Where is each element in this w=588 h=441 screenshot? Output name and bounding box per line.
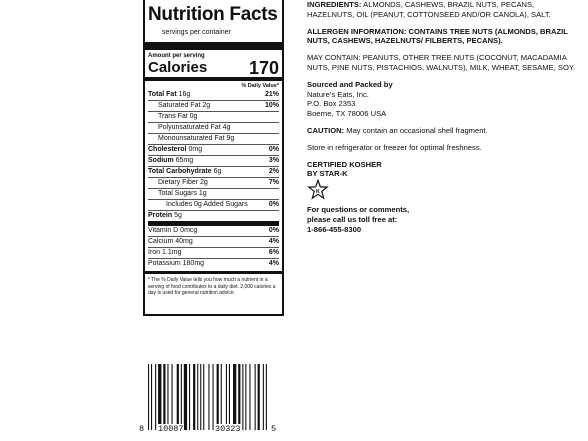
nutrient-label: Includes 0g Added Sugars [166, 201, 248, 208]
nutrient-name [148, 156, 193, 166]
kosher-line-2: BY STAR-K [307, 169, 348, 179]
nutrient-label: Vitamin D [148, 227, 179, 234]
nutrient-label: Iron [148, 249, 161, 256]
nutrient-name [158, 123, 230, 133]
barcode-bar [221, 364, 222, 430]
nutrient-name [148, 259, 204, 269]
nutrient-amount: 1.1mg [162, 249, 182, 256]
barcode-right-group: 30323 [215, 424, 241, 434]
nutrition-facts-panel [143, 0, 284, 316]
barcode-bar [217, 364, 219, 430]
barcode-bar [172, 364, 173, 430]
svg-text:K: K [316, 188, 320, 195]
nutrient-name [158, 178, 208, 188]
nutrient-rows [148, 90, 279, 269]
nutrient-daily-value: 21% [264, 91, 279, 98]
nutrient-label: Potassium [148, 260, 181, 267]
nutrient-name [148, 167, 221, 177]
nutrient-name [158, 101, 210, 111]
barcode-bar [255, 364, 256, 430]
barcode-bar [249, 364, 250, 430]
barcode-bar [213, 364, 214, 430]
barcode-bar [197, 364, 198, 430]
barcode-bar [242, 364, 243, 430]
nutrient-row [148, 247, 279, 258]
nutrient-name [148, 226, 197, 236]
barcode-bar [193, 364, 195, 430]
nutrient-amount: 0mg [188, 146, 203, 153]
daily-value-header: % Daily Value* [145, 77, 282, 90]
nutrient-label: Total Carbohydrate [148, 168, 212, 175]
nutrient-row [148, 210, 279, 221]
nutrient-amount: 0g [189, 113, 198, 120]
servings-per-container: servings per container [162, 29, 231, 36]
barcode-bar [155, 364, 156, 430]
nutrient-amount: 4g [222, 124, 231, 131]
nutrient-row [148, 236, 279, 247]
calories-label: Calories [148, 59, 208, 76]
nutrient-row [148, 90, 279, 100]
barcode-digit-first: 8 [139, 424, 145, 434]
nutrient-daily-value: 4% [268, 238, 279, 245]
barcode-bar [226, 364, 227, 430]
nutrient-row [148, 166, 279, 177]
upc-barcode [140, 364, 276, 430]
nutrient-row [148, 258, 279, 269]
barcode-bar [266, 364, 267, 430]
calories-value: 170 [248, 58, 279, 78]
nutrient-daily-value: 10% [264, 102, 279, 109]
nutrient-daily-value: 4% [268, 260, 279, 267]
nutrient-amount: 9g [226, 135, 235, 142]
kosher-certification [307, 160, 577, 180]
barcode-digit-last: 5 [271, 424, 277, 434]
nutrient-amount: 0mcg [180, 227, 198, 234]
nutrient-label: Dietary Fiber [158, 179, 199, 186]
nutrient-name [148, 211, 182, 221]
nutrient-amount: 65mg [175, 157, 194, 164]
nutrient-amount: 180mg [182, 260, 205, 267]
daily-value-footnote: * The % Daily Value tells you how much a nutrient in a serving of food contributes to a daily diet. 2,000 calories a day is used for general nutrition advice. [145, 271, 282, 297]
barcode-bar [167, 364, 168, 430]
phone-number: 1-866-455-8300 [307, 224, 362, 234]
caution [307, 126, 577, 136]
nutrient-label: Cholesterol [148, 146, 187, 153]
barcode-bar [200, 364, 201, 430]
ingredients-label: INGREDIENTS: [307, 0, 362, 9]
product-info [307, 0, 577, 242]
nutrient-row [148, 133, 279, 144]
calories-row [148, 59, 279, 77]
barcode-bar [163, 364, 165, 430]
barcode-bar [177, 364, 179, 430]
nutrient-row [148, 111, 279, 122]
packer-city: Boerne, TX 78006 USA [307, 109, 387, 119]
nutrient-label: Trans Fat [158, 113, 188, 120]
nutrient-label: Total Sugars [158, 190, 197, 197]
barcode-bar [258, 364, 260, 430]
nutrient-daily-value: 7% [268, 179, 279, 186]
ingredients-text: ALMONDS, CASHEWS, BRAZIL NUTS, PECANS, HAZELNUTS, OIL (PEANUT, COTTONSEED AND/OR CANOLA), SALT. [307, 0, 551, 19]
questions-contact [307, 205, 577, 234]
nutrient-name [148, 248, 181, 258]
barcode-bar [203, 364, 204, 430]
barcode-bar [229, 364, 230, 430]
nutrient-name [158, 134, 234, 144]
barcode-bar [233, 364, 236, 430]
barcode-bar [148, 364, 149, 430]
nutrient-name [158, 112, 197, 122]
star-k-icon [307, 179, 329, 201]
packer-name: Nature’s Eats, Inc. [307, 89, 369, 99]
nutrient-daily-value: 2% [268, 168, 279, 175]
caution-label: CAUTION: [307, 125, 345, 135]
barcode-bar [208, 364, 209, 430]
nutrient-label: Polyunsaturated Fat [158, 124, 221, 131]
questions-line-2: please call us toll free at: [307, 214, 398, 224]
barcode-bar [181, 364, 182, 430]
nutrient-name [148, 145, 202, 155]
packer-pobox: P.O. Box 2353 [307, 99, 356, 109]
nutrient-amount: 2g [200, 179, 208, 186]
barcode-bar [184, 364, 187, 430]
nutrient-daily-value: 3% [268, 157, 279, 164]
nutrient-label: Sodium [148, 157, 174, 164]
nutrient-row [148, 100, 279, 111]
may-contain: MAY CONTAIN: PEANUTS, OTHER TREE NUTS (COCONUT, MACADAMIA NUTS, PINE NUTS, PISTACHIOS, WALNUTS), MILK, WHEAT, SESAME, SOY. [307, 53, 576, 72]
ingredients [307, 0, 577, 20]
barcode-bar [245, 364, 246, 430]
caution-text: May contain an occasional shell fragment. [346, 125, 488, 135]
nutrient-daily-value: 6% [268, 249, 279, 256]
nutrient-amount: 40mg [175, 238, 193, 245]
storage-instructions: Store in refrigerator or freezer for optimal freshness. [307, 142, 482, 152]
packed-by-label: Sourced and Packed by [307, 79, 393, 89]
nutrient-amount: 2g [202, 102, 211, 109]
nutrient-label: Total Fat [148, 91, 177, 98]
nutrient-amount: 16g [178, 91, 191, 98]
amount-per-serving: Amount per serving [148, 53, 205, 59]
nutrient-name [158, 189, 207, 199]
nutrient-row [148, 144, 279, 155]
nutrient-amount: 5g [174, 212, 182, 219]
nutrient-row [148, 221, 279, 236]
barcode-bar [158, 364, 161, 430]
barcode-left-group: 10087 [158, 424, 184, 434]
kosher-line-1: CERTIFIED KOSHER [307, 159, 382, 169]
barcode-bar [151, 364, 152, 430]
nutrient-row [148, 155, 279, 166]
nutrient-row [148, 122, 279, 133]
nutrient-name [166, 200, 248, 210]
questions-line-1: For questions or comments, [307, 205, 410, 215]
nutrient-row [148, 177, 279, 188]
nutrient-daily-value: 0% [268, 146, 279, 153]
allergen-information: ALLERGEN INFORMATION: CONTAINS TREE NUTS (ALMONDS, BRAZIL NUTS, CASHEWS, HAZELNUTS/ FILBERTS, PECANS). [307, 26, 568, 46]
nutrient-row [148, 199, 279, 210]
nutrient-label: Calcium [148, 238, 174, 245]
nutrient-name [148, 90, 190, 100]
barcode-bar [238, 364, 240, 430]
divider-thick [145, 42, 282, 50]
barcode-bar [189, 364, 190, 430]
nutrient-name [148, 237, 193, 247]
packer-info [307, 80, 577, 119]
nutrient-label: Protein [148, 212, 173, 219]
nutrient-amount: 6g [213, 168, 222, 175]
nutrition-title: Nutrition Facts [148, 4, 278, 25]
nutrient-row [148, 188, 279, 199]
nutrient-daily-value: 0% [268, 227, 279, 234]
nutrient-label: Saturated Fat [158, 102, 201, 109]
nutrient-daily-value: 0% [268, 201, 279, 208]
nutrient-amount: 1g [198, 190, 207, 197]
barcode-bar [263, 364, 264, 430]
nutrient-label: Monounsaturated Fat [158, 135, 225, 142]
